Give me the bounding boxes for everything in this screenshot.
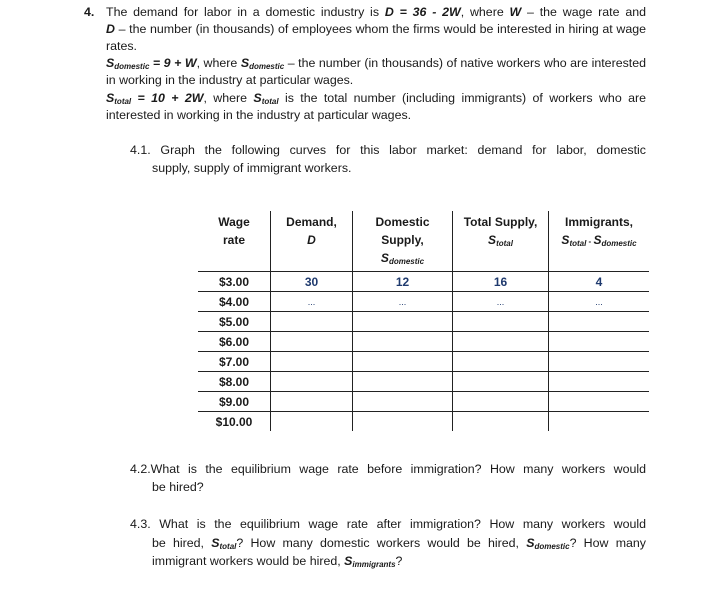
cell-demand bbox=[271, 372, 353, 392]
question-4-3: immigrant workers would be hired, $S_{immigrants}$? bbox=[152, 554, 403, 569]
cell-domestic bbox=[353, 372, 453, 392]
table-row bbox=[198, 412, 649, 432]
header-demand: Demand, D bbox=[271, 211, 353, 272]
question-4-3: 4.3. What is the equilibrium wage rate after immigration? How many workers would bbox=[130, 517, 646, 531]
cell-wage: $3.00 bbox=[198, 272, 271, 292]
table-row bbox=[198, 332, 649, 352]
cell-domestic bbox=[353, 392, 453, 412]
cell-immigrants bbox=[549, 392, 650, 412]
question-4-2: be hired? bbox=[152, 480, 204, 494]
problem-line: The demand for labor in a domestic industry is D = 36 - 2W, where W – the wage rate and bbox=[106, 5, 646, 19]
cell-domestic: 12 bbox=[353, 272, 453, 292]
cell-wage: $4.00 bbox=[198, 292, 271, 312]
supply-total-equation: $S_{total} = 10 + 2W$, where $S_{total}$ is the total number (including immigrants) of workers who are bbox=[106, 91, 646, 106]
cell-demand bbox=[271, 312, 353, 332]
table-row bbox=[198, 312, 649, 332]
table-row bbox=[198, 352, 649, 372]
header-wage: Wage rate bbox=[218, 215, 250, 247]
supply-domestic-equation: $S_{domestic} = 9 + W$, where $S_{domestic}$ – the number (in thousands) of native workers who are interested bbox=[106, 56, 647, 71]
cell-wage: $9.00 bbox=[198, 392, 271, 412]
cell-wage: $6.00 bbox=[198, 332, 271, 352]
cell-immigrants: ... bbox=[549, 292, 650, 312]
table-row bbox=[198, 272, 649, 292]
header-immigrants: Immigrants, $S_{total} - S_{domestic}$ bbox=[549, 211, 650, 272]
cell-total bbox=[453, 392, 549, 412]
problem-line: D – the number (in thousands) of employees whom the firms would be interested in hiring at wage bbox=[106, 22, 646, 36]
cell-demand: ... bbox=[271, 292, 353, 312]
cell-total bbox=[453, 352, 549, 372]
table-row bbox=[198, 392, 649, 412]
cell-immigrants bbox=[549, 352, 650, 372]
question-4-3: be hired, $S_{total}$? How many domestic workers would be hired, $S_{domestic}$? How many bbox=[152, 536, 646, 551]
problem-number: 4. bbox=[84, 5, 95, 19]
cell-demand bbox=[271, 392, 353, 412]
cell-immigrants bbox=[549, 332, 650, 352]
cell-immigrants bbox=[549, 412, 650, 432]
cell-wage: $8.00 bbox=[198, 372, 271, 392]
cell-total bbox=[453, 372, 549, 392]
problem-line: interested in working in the industry at particular wages. bbox=[106, 108, 412, 122]
cell-total bbox=[453, 332, 549, 352]
cell-domestic bbox=[353, 312, 453, 332]
table-header-row bbox=[198, 211, 649, 272]
cell-domestic: ... bbox=[353, 292, 453, 312]
question-4-1: 4.1. Graph the following curves for this labor market: demand for labor, domestic bbox=[130, 143, 646, 157]
question-4-2: 4.2.What is the equilibrium wage rate before immigration? How many workers would bbox=[130, 462, 646, 476]
cell-domestic bbox=[353, 412, 453, 432]
cell-wage: $7.00 bbox=[198, 352, 271, 372]
cell-immigrants bbox=[549, 312, 650, 332]
cell-total: ... bbox=[453, 292, 549, 312]
cell-domestic bbox=[353, 352, 453, 372]
cell-demand bbox=[271, 412, 353, 432]
question-4-1: supply, supply of immigrant workers. bbox=[152, 161, 352, 175]
cell-total: 16 bbox=[453, 272, 549, 292]
labor-market-table bbox=[198, 211, 649, 431]
problem-line: rates. bbox=[106, 39, 137, 53]
cell-demand bbox=[271, 332, 353, 352]
cell-demand: 30 bbox=[271, 272, 353, 292]
cell-demand bbox=[271, 352, 353, 372]
cell-total bbox=[453, 312, 549, 332]
cell-total bbox=[453, 412, 549, 432]
cell-immigrants bbox=[549, 372, 650, 392]
table-row bbox=[198, 372, 649, 392]
cell-immigrants: 4 bbox=[549, 272, 650, 292]
table-row bbox=[198, 292, 649, 312]
header-total-supply: Total Supply, $S_{total}$ bbox=[453, 211, 549, 272]
cell-wage: $5.00 bbox=[198, 312, 271, 332]
header-domestic-supply: Domestic Supply, $S_{domestic}$ bbox=[353, 211, 453, 272]
cell-wage: $10.00 bbox=[198, 412, 271, 432]
cell-domestic bbox=[353, 332, 453, 352]
problem-line: in working in the industry at particular wages. bbox=[106, 73, 354, 87]
